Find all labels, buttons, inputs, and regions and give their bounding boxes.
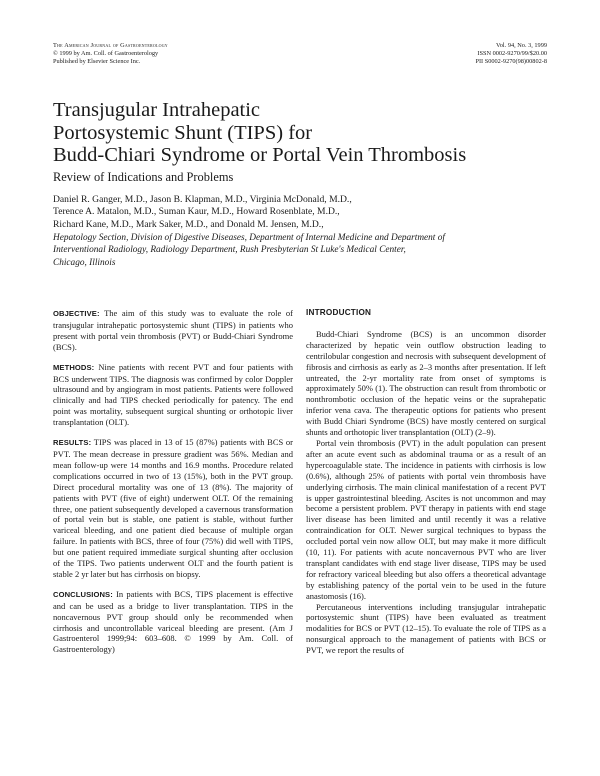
title-line: Portosystemic Shunt (TIPS) for — [53, 121, 313, 144]
intro-paragraph: Budd-Chiari Syndrome (BCS) is an uncommon disorder characterized by hepatic vein outflow obstruction leading to centrilobular congestion and necrosis with subsequent development of fibrosis and cirrhosis as early as 2–3 months after presentation. If left untreated, the 2-yr mortality rate from onset of symptoms is approximately 50% (1). The obstruction can result from thrombotic or nonthrombotic occlusion of the hepatic veins or the suprahepatic inferior vena cava. The therapeutic options for patients who present with Budd Chiari Syndrome (BCS) have mostly centered on surgical shunts and orthotopic liver transplantation (OLT) (2–9). — [306, 328, 546, 438]
conclusions-text: In patients with BCS, TIPS placement is effective and can be used as a bridge to liver transplantation. TIPS in the noncavernous PVT group should only be recommended when cirrhosis and uncontrollable variceal bleeding are present. (Am J Gastroenterol 1999;94: 603–608. © 1999 by Am. Coll. of Gastroenterology) — [53, 588, 294, 655]
publisher-line: Published by Elsevier Science Inc. — [53, 58, 141, 66]
methods-text: Nine patients with recent PVT and four patients with BCS underwent TIPS. The diagnosis was confirmed by color Doppler ultrasound and by angiogram in most patients. Patients were followed clinically and had TIPS checked periodically for patency. The end point was mortality, subsequent surgical shunting or orthotopic liver transplantation (OLT). — [53, 361, 293, 428]
methods-label: METHODS: — [53, 362, 95, 372]
affiliation-line: Hepatology Section, Division of Digestive Diseases, Department of Internal Medicine and Department of — [53, 233, 445, 243]
affiliation-line: Chicago, Illinois — [53, 257, 116, 268]
results-label: RESULTS: — [53, 438, 92, 448]
journal-name: The American Journal of Gastroenterology — [53, 42, 168, 49]
volume-line: Vol. 94, No. 3, 1999 — [496, 42, 547, 49]
author-line: Terence A. Matalon, M.D., Suman Kaur, M.D., Howard Rosenblate, M.D., — [53, 206, 340, 218]
introduction-column — [306, 308, 546, 656]
abstract-methods — [53, 362, 293, 428]
author-line: Daniel R. Ganger, M.D., Jason B. Klapman, M.D., Virginia McDonald, M.D., — [53, 194, 352, 205]
journal-header-right — [475, 42, 547, 67]
author-list — [53, 194, 553, 231]
copyright-line: © 1999 by Am. Coll. of Gastroenterology — [53, 50, 159, 58]
abstract-column — [53, 308, 293, 664]
journal-header-left — [53, 42, 168, 67]
abstract-results — [53, 437, 293, 580]
affiliation-line: Interventional Radiology, Radiology Department, Rush Presbyterian St Luke's Medical Center, — [53, 245, 406, 256]
introduction-heading: INTRODUCTION — [306, 308, 372, 317]
conclusions-label: CONCLUSIONS: — [53, 589, 113, 599]
intro-paragraph: Portal vein thrombosis (PVT) in the adult population can present after an acute event such as abdominal trauma or as a result of an hypercoagulable state. The incidence in patients with cirrhosis is low (0.6%), although 25% of patients with portal vein thrombosis have underlying cirrhosis. The main clinical manifestation of a recent PVT is upper gastrointestinal bleeding. Ascites is not uncommon and may become a persistent problem. PVT therapy in patients with end stage liver disease has been limited and until recently it was a relative contraindication for OLT. Newer surgical techniques to bypass the occluded portal vein now allow OLT, but may make it more difficult (10, 11). For patients with acute noncavernous PVT who are liver transplant candidates with end stage liver disease, TIPS may be used for refractory variceal bleeding but also offers a theoretical advantage by establishing patency of the portal vein to be used in the future anastomosis (16). — [306, 437, 546, 601]
objective-label: OBJECTIVE: — [53, 309, 100, 318]
article-title — [53, 99, 553, 167]
issn-line: ISSN 0002-9270/99/$20.00 — [477, 50, 547, 58]
abstract-conclusions — [53, 589, 293, 655]
results-text: TIPS was placed in 13 of 15 (87%) patients with BCS or PVT. The mean decrease in pressure gradient was 56%. Median and mean follow-up were 14 months and 16.9 months. Procedure related complications occurred in two of 13 (15%), both in the PVT group. Direct procedural mortality was one of 13 (8%). The majority of patients with PVT (five of eight) underwent OLT. Of the remaining three, one patient subsequently developed a cavernous transformation of portal vein but is stable, one patient is stable, without further variceal bleeding, and one patient died because of multiple organ failure. In patients with BCS, three of four (75%) did well with TIPS, but one patient required immediate surgical shunting after occlusion of the TIPS. Two patients underwent OLT and the fourth patient is stable 2 yr later but has cirrhosis on biopsy. — [53, 437, 293, 579]
pii-line: PII S0002-9270(98)00802-8 — [475, 58, 547, 66]
author-line: Richard Kane, M.D., Mark Saker, M.D., and Donald M. Jensen, M.D., — [53, 218, 324, 230]
affiliation — [53, 232, 553, 269]
intro-paragraph: Percutaneous interventions including transjugular intrahepatic portosystemic shunt (TIPS) have been evaluated as treatment modalities for BCS or PVT (12–15). To evaluate the role of TIPS as a nonsurgical approach to the management of patients with BCS or PVT, we report the results of — [306, 601, 546, 656]
objective-text: The aim of this study was to evaluate the role of transjugular intrahepatic portosystemic shunt (TIPS) in patients who present with portal vein thrombosis (PVT) or Budd-Chiari Syndrome (BCS). — [53, 308, 293, 352]
article-subtitle: Review of Indications and Problems — [53, 170, 234, 184]
title-line: Transjugular Intrahepatic — [53, 99, 261, 121]
abstract-objective — [53, 308, 293, 353]
title-line: Budd-Chiari Syndrome or Portal Vein Thrombosis — [53, 144, 467, 166]
